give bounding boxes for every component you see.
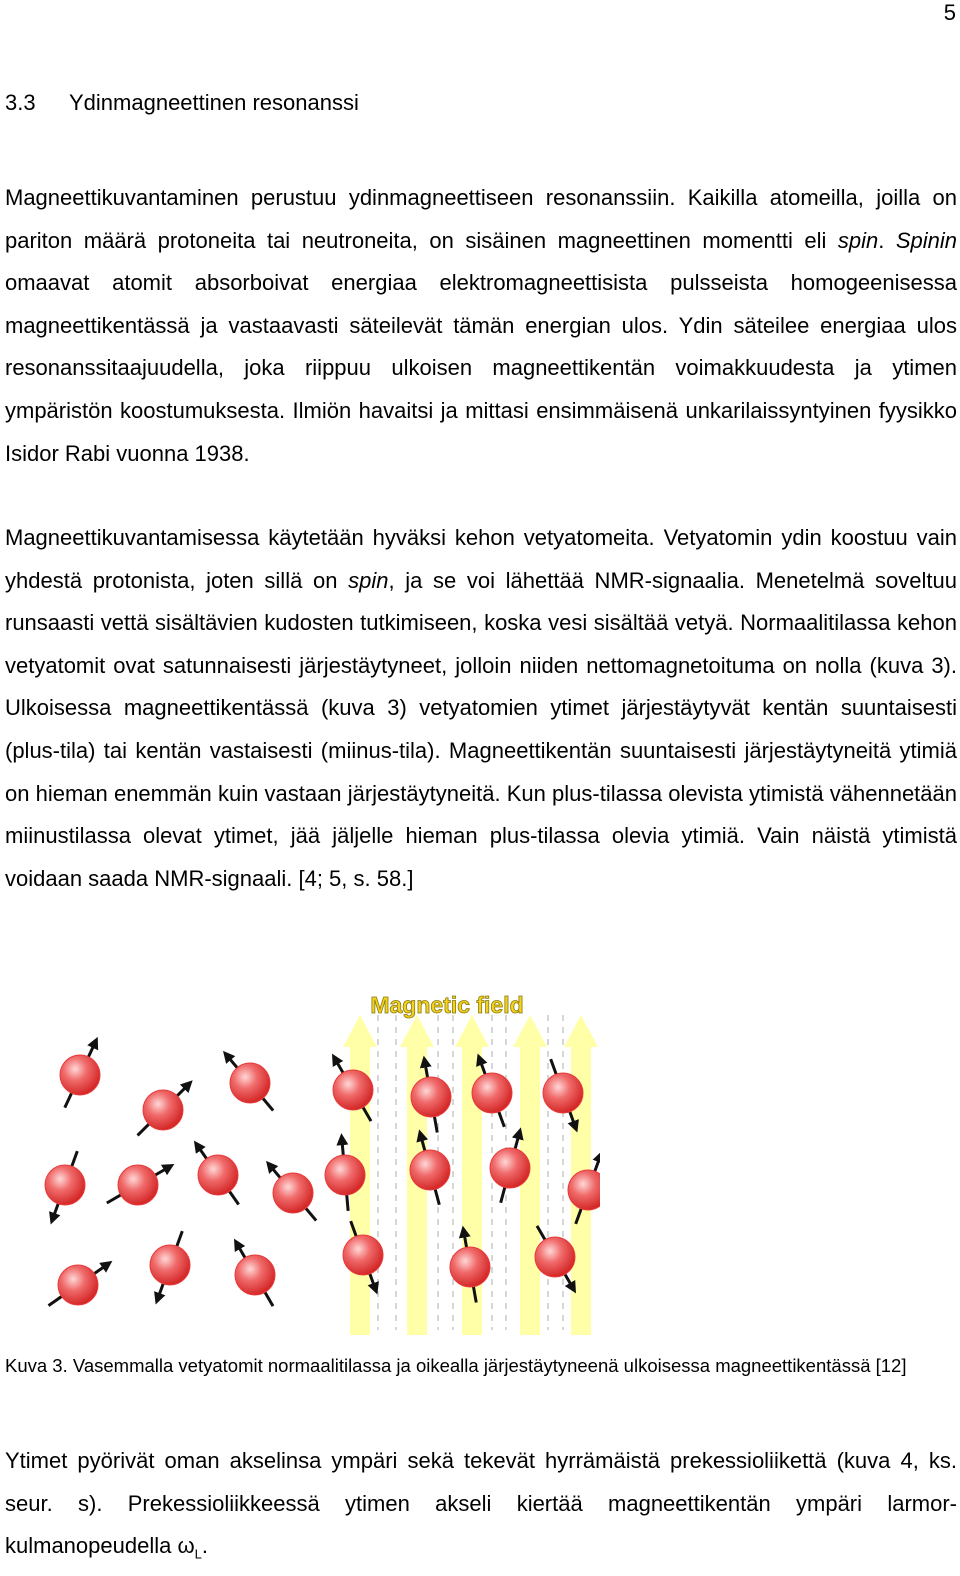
atom-ball — [60, 1055, 100, 1095]
atom-ball — [343, 1235, 383, 1275]
atom-ball — [411, 1077, 451, 1117]
hydrogen-atom — [45, 1151, 85, 1219]
figure-magnetic-field — [40, 985, 600, 1335]
paragraph-1-spinin: Spinin — [895, 227, 957, 253]
paragraph-2-spin: spin — [348, 567, 389, 593]
atom-ball — [118, 1165, 158, 1205]
paragraph-1-spin: spin — [837, 227, 879, 253]
paragraph-2-text-c: , ja se voi lähettää NMR-signaalia. Menetelmä soveltuu runsaasti vettä sisältävien kudosten tutkimiseen, koska vesi sisältää vetyä. Normaalitilassa kehon vetyatomit ovat satunnaisesti järjestäytyneet, jolloin niiden nettomagnetoituma on nolla (kuva 3). Ulkoisessa magneettikentässä (kuva 3) vetyatomien ytimet järjestäytyvät kentän suuntaisesti (plus-tila) tai kentän vastaisesti (miinus-tila). Magneettikentän suuntaisesti järjestäytyneitä ytimiä on hieman enemmän kuin vastaan järjestäytyneitä. Kun plus-tilassa olevista ytimistä vähennetään miinustilassa olevat ytimet, jää jäljelle hieman plus-tilassa olevia ytimiä. Vain näistä ytimistä voidaan saada NMR-signaali. [4; 5, s. 58.] — [5, 567, 958, 891]
figure-title: Magnetic field — [370, 992, 524, 1018]
section-number: 3.3 — [5, 90, 36, 115]
atom-ball — [150, 1245, 190, 1285]
figure-caption: Kuva 3. Vasemmalla vetyatomit normaalitilassa ja oikealla järjestäytyneenä ulkoisessa magneettikentässä [12] — [5, 1355, 907, 1376]
hydrogen-atom — [227, 1055, 273, 1110]
paragraph-2-text-a: Magneettikuvantamisessa käytetään hyväksi kehon vetyatomeita. Vetyatomin ydin koostuu vain yhdestä protonista, joten sillä on — [5, 525, 957, 593]
paragraph-1-text-c: . — [878, 227, 896, 253]
section-title: Ydinmagneettinen resonanssi — [69, 90, 359, 115]
atom-ball — [410, 1150, 450, 1190]
hydrogen-atom — [235, 1244, 275, 1306]
section-heading — [5, 90, 359, 116]
atom-ball — [230, 1063, 270, 1103]
hydrogen-atom — [197, 1146, 238, 1205]
atom-ball — [235, 1255, 275, 1295]
figure-svg — [40, 985, 600, 1335]
atom-ball — [333, 1070, 373, 1110]
atoms — [45, 1042, 600, 1306]
paragraph-1-text-a: Magneettikuvantaminen perustuu ydinmagneettiseen resonanssiin. Kaikilla atomeilla, joilla on pariton määrä protoneita tai neutroneita, on sisäinen magneettinen momentti eli — [5, 185, 957, 253]
atom-ball — [535, 1237, 575, 1277]
paragraph-1-text-e: omaavat atomit absorboivat energiaa elektromagneettisista pulsseista homogeenisessa magneettikentässä ja vastaavasti säteilevät tämän energian ulos. Ydin säteilee energiaa ulos resonanssitaajuudella, joka riippuu ulkoisen magneettikentän voimakkuudesta ja ytimen ympäristön koostumuksesta. Ilmiön havaitsi ja mittasi ensimmäisenä unkarilaissyntyinen fyysikko Isidor Rabi vuonna 1938. — [5, 270, 957, 466]
hydrogen-atom — [535, 1226, 575, 1288]
paragraph-3-text-c: . — [201, 1533, 208, 1559]
atom-ball — [58, 1265, 98, 1305]
paragraph-3 — [5, 1440, 957, 1576]
atom-ball — [450, 1247, 490, 1287]
paragraph-3-subscript: L — [194, 1546, 202, 1562]
atom-ball — [543, 1073, 583, 1113]
paragraph-3-text-a: Ytimet pyörivät oman akselinsa ympäri sekä tekevät hyrrämäistä prekessioliikettä (kuva 4, ks. seur. s). Prekessioliikkeessä ytimen akseli kiertää magneettikentän ympäri larmor-kulmanopeudella ω — [5, 1448, 957, 1559]
atom-ball — [198, 1155, 238, 1195]
hydrogen-atom — [49, 1264, 108, 1305]
paragraph-2 — [5, 517, 957, 900]
hydrogen-atom — [107, 1165, 169, 1205]
atom-ball — [325, 1155, 365, 1195]
atom-ball — [143, 1090, 183, 1130]
paragraph-1 — [5, 177, 957, 475]
atom-ball — [45, 1165, 85, 1205]
atom-ball — [490, 1148, 530, 1188]
hydrogen-atom — [270, 1165, 316, 1220]
atom-ball — [273, 1173, 313, 1213]
hydrogen-atom — [150, 1231, 190, 1299]
atom-ball — [472, 1073, 512, 1113]
page-number: 5 — [943, 0, 956, 25]
hydrogen-atom — [138, 1085, 189, 1136]
hydrogen-atom — [60, 1042, 100, 1107]
